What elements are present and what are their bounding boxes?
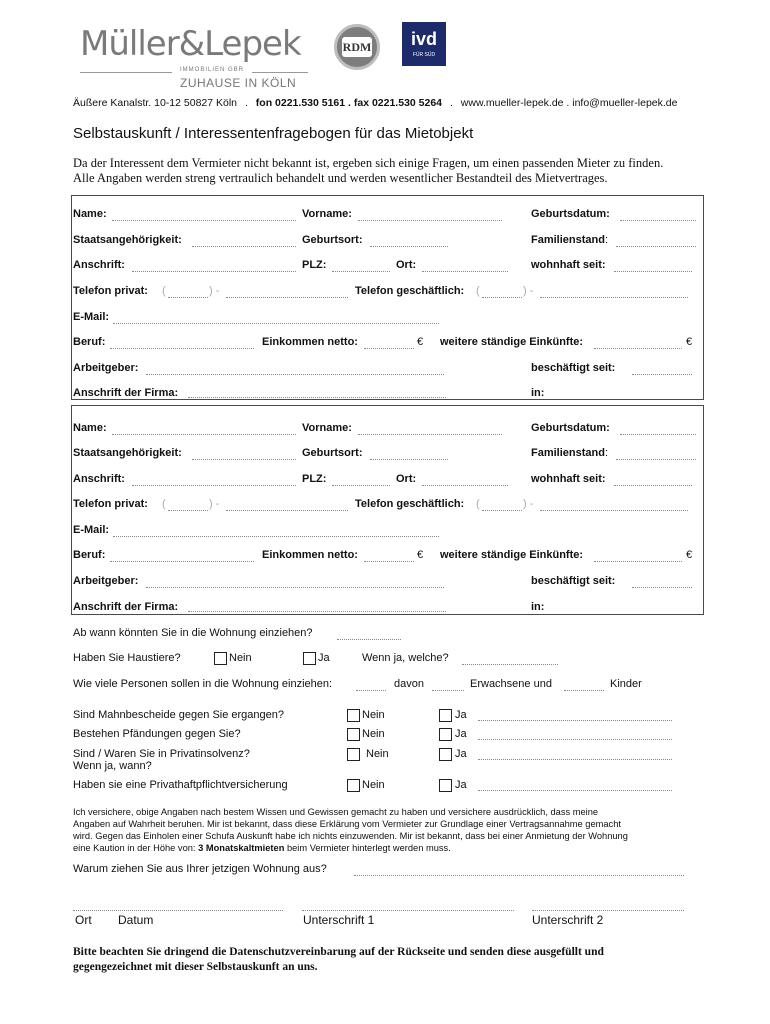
einziehen-question: Ab wann könnten Sie in die Wohnung einziehen?: [73, 627, 313, 639]
email-field[interactable]: [113, 536, 439, 537]
haftpflicht-ja-label: Ja: [455, 779, 467, 791]
privatinsolvenz-field[interactable]: [478, 759, 672, 760]
erwachsene-label: Erwachsene und: [470, 678, 552, 690]
ivd-badge: ivd FÜR SÜD: [402, 22, 446, 66]
geburtsdatum-label: Geburtsdatum:: [531, 422, 610, 434]
contact-phone: fon 0221.530 5161 . fax 0221.530 5264: [255, 97, 443, 109]
familienstand-label: Familienstand:: [531, 234, 609, 246]
haftpflicht-ja-checkbox[interactable]: [439, 779, 452, 792]
declaration-line: eine Kaution in der Höhe von: 3 Monatskaltmieten beim Vermieter hinterlegt werden muss.: [73, 843, 451, 853]
euro-sign: €: [417, 336, 424, 348]
beschaeftigt-field[interactable]: [632, 587, 692, 588]
euro-sign: €: [686, 336, 693, 348]
telefon-privat-label: Telefon privat:: [73, 498, 148, 510]
privatinsolvenz-nein-checkbox[interactable]: [347, 748, 360, 761]
in-label: in:: [531, 601, 545, 613]
erwachsene-field[interactable]: [432, 690, 464, 691]
anschrift-firma-label: Anschrift der Firma:: [73, 601, 179, 613]
name-label: Name:: [73, 208, 107, 220]
haftpflicht-question: Haben sie eine Privathaftpflichtversicherung: [73, 779, 288, 791]
logo-divider-left: [80, 72, 172, 73]
beruf-field[interactable]: [110, 348, 254, 349]
geburtsort-label: Geburtsort:: [302, 447, 363, 459]
einziehen-field[interactable]: [337, 639, 401, 640]
wohnhaft-label: wohnhaft seit:: [531, 259, 606, 271]
pfaendungen-ja-label: Ja: [455, 728, 467, 740]
mahnbescheide-nein-checkbox[interactable]: [347, 709, 360, 722]
plz-field[interactable]: [332, 271, 390, 272]
staatsangehoerigkeit-field[interactable]: [192, 246, 296, 247]
contact-separator: .: [449, 97, 453, 109]
beruf-label: Beruf:: [73, 336, 106, 348]
vorwahl-open: (: [476, 285, 480, 297]
personen-question: Wie viele Personen sollen in die Wohnung einziehen:: [73, 678, 333, 690]
anschrift-firma-field[interactable]: [188, 611, 446, 612]
vorname-label: Vorname:: [302, 422, 352, 434]
kinder-field[interactable]: [564, 690, 604, 691]
telefon-geschaeftlich-label: Telefon geschäftlich:: [355, 498, 465, 510]
pfaendungen-question: Bestehen Pfändungen gegen Sie?: [73, 728, 241, 740]
logo-divider-right: [252, 72, 308, 73]
anschrift-firma-label: Anschrift der Firma:: [73, 387, 179, 399]
signature-2-label: Unterschrift 2: [532, 913, 604, 927]
telefon-privat-field[interactable]: [226, 297, 348, 298]
pfaendungen-nein-checkbox[interactable]: [347, 728, 360, 741]
davon-label: davon: [394, 678, 424, 690]
weitere-einkuenfte-label: weitere ständige Einkünfte:: [440, 549, 584, 561]
unterschrift-2-line[interactable]: [532, 910, 684, 911]
telefon-geschaeftlich-vorwahl[interactable]: [482, 510, 522, 511]
page-title: Selbstauskunft / Interessentenfragebogen für das Mietobjekt: [73, 125, 474, 142]
staatsangehoerigkeit-label: Staatsangehörigkeit:: [73, 234, 182, 246]
haftpflicht-nein-label: Nein: [362, 779, 385, 791]
email-label: E-Mail:: [73, 311, 110, 323]
warum-question: Warum ziehen Sie aus Ihrer jetzigen Wohnung aus?: [73, 863, 327, 875]
haustiere-nein-label: Nein: [229, 652, 252, 664]
vorwahl-open: (: [162, 498, 166, 510]
ort-label: Ort:: [396, 473, 417, 485]
staatsangehoerigkeit-field[interactable]: [192, 459, 296, 460]
einkommen-field[interactable]: [364, 348, 414, 349]
familienstand-field[interactable]: [616, 459, 696, 460]
geburtsdatum-field[interactable]: [620, 220, 696, 221]
vorname-label: Vorname:: [302, 208, 352, 220]
telefon-privat-vorwahl[interactable]: [168, 297, 208, 298]
signature-datum-label: Datum: [118, 913, 154, 927]
ort-datum-line[interactable]: [73, 910, 283, 911]
intro-line: Da der Interessent dem Vermieter nicht bekannt ist, ergeben sich einige Fragen, um einen passenden Mieter zu finden.: [73, 156, 664, 170]
vorwahl-close: ) -: [209, 285, 220, 297]
declaration-line: Angaben auf Wahrheit beruhen. Mir ist bekannt, dass diese Erklärung vom Vermieter zur Grundlage einer Vertragsannahme gemacht: [73, 819, 621, 829]
einkommen-field[interactable]: [364, 561, 414, 562]
email-field[interactable]: [113, 323, 439, 324]
vorwahl-open: (: [476, 498, 480, 510]
vorwahl-close: ) -: [523, 498, 534, 510]
haustiere-ja-checkbox[interactable]: [303, 652, 316, 665]
mahnbescheide-nein-label: Nein: [362, 709, 385, 721]
in-label: in:: [531, 387, 545, 399]
vorwahl-open: (: [162, 285, 166, 297]
anschrift-label: Anschrift:: [73, 473, 125, 485]
wohnhaft-label: wohnhaft seit:: [531, 473, 606, 485]
geburtsdatum-field[interactable]: [620, 434, 696, 435]
ort-field[interactable]: [422, 485, 508, 486]
pfaendungen-ja-checkbox[interactable]: [439, 728, 452, 741]
haustiere-welche-label: Wenn ja, welche?: [362, 652, 449, 664]
ort-field[interactable]: [422, 271, 508, 272]
mahnbescheide-ja-checkbox[interactable]: [439, 709, 452, 722]
familienstand-field[interactable]: [616, 246, 696, 247]
mahnbescheide-field[interactable]: [478, 720, 672, 721]
arbeitgeber-field[interactable]: [146, 587, 444, 588]
telefon-privat-label: Telefon privat:: [73, 285, 148, 297]
rdm-badge: [334, 24, 380, 70]
haftpflicht-nein-checkbox[interactable]: [347, 779, 360, 792]
telefon-privat-field[interactable]: [226, 510, 348, 511]
arbeitgeber-label: Arbeitgeber:: [73, 575, 139, 587]
privatinsolvenz-ja-label: Ja: [455, 748, 467, 760]
logo-tagline: ZUHAUSE IN KÖLN: [180, 76, 297, 90]
privatinsolvenz-ja-checkbox[interactable]: [439, 748, 452, 761]
telefon-privat-vorwahl[interactable]: [168, 510, 208, 511]
arbeitgeber-field[interactable]: [146, 374, 444, 375]
einkommen-label: Einkommen netto:: [262, 549, 358, 561]
personen-field[interactable]: [356, 690, 386, 691]
telefon-geschaeftlich-field[interactable]: [540, 297, 688, 298]
mahnbescheide-question: Sind Mahnbescheide gegen Sie ergangen?: [73, 709, 284, 721]
telefon-geschaeftlich-label: Telefon geschäftlich:: [355, 285, 465, 297]
haustiere-nein-checkbox[interactable]: [214, 652, 227, 665]
privatinsolvenz-question: Sind / Waren Sie in Privatinsolvenz?: [73, 748, 250, 760]
anschrift-firma-field[interactable]: [188, 397, 446, 398]
weitere-einkuenfte-field[interactable]: [594, 348, 682, 349]
unterschrift-1-line[interactable]: [302, 910, 514, 911]
staatsangehoerigkeit-label: Staatsangehörigkeit:: [73, 447, 182, 459]
beschaeftigt-label: beschäftigt seit:: [531, 362, 616, 374]
wohnhaft-field[interactable]: [614, 271, 692, 272]
signature-ort-label: Ort: [75, 913, 92, 927]
privatinsolvenz-nein-label: Nein: [366, 748, 389, 760]
plz-field[interactable]: [332, 485, 390, 486]
wohnhaft-field[interactable]: [614, 485, 692, 486]
vorwahl-close: ) -: [209, 498, 220, 510]
plz-label: PLZ:: [302, 259, 327, 271]
arbeitgeber-label: Arbeitgeber:: [73, 362, 139, 374]
declaration-line: Ich versichere, obige Angaben nach bestem Wissen und Gewissen gemacht zu haben und versichere ausdrücklich, dass meine: [73, 807, 599, 817]
weitere-einkuenfte-field[interactable]: [594, 561, 682, 562]
pfaendungen-field[interactable]: [478, 739, 672, 740]
footer-notice: Bitte beachten Sie dringend die Datenschutzvereinbarung auf der Rückseite und senden diese ausgefüllt und gegengezeichnet mit dieser Selbstauskunft an uns.: [73, 946, 604, 973]
anschrift-label: Anschrift:: [73, 259, 125, 271]
beschaeftigt-field[interactable]: [632, 374, 692, 375]
contact-separator: .: [244, 97, 248, 109]
logo-wordmark: Müller&Lepek: [80, 24, 301, 64]
privatinsolvenz-wann-label: Wenn ja, wann?: [73, 760, 152, 772]
contact-web: www.mueller-lepek.de . info@mueller-lepek.de: [460, 97, 678, 109]
declaration-line: wird. Gegen das Einholen einer Schufa Auskunft habe ich nichts einzuwenden. Mir ist bekannt, dass bei einer Anmietung der Wohnung: [73, 831, 628, 841]
geburtsort-field[interactable]: [370, 459, 448, 460]
telefon-geschaeftlich-field[interactable]: [540, 510, 688, 511]
logo-subline: IMMOBILIEN GBR: [180, 67, 245, 73]
weitere-einkuenfte-label: weitere ständige Einkünfte:: [440, 336, 584, 348]
haustiere-ja-label: Ja: [318, 652, 330, 664]
vorwahl-close: ) -: [523, 285, 534, 297]
name-field[interactable]: [112, 434, 296, 435]
beruf-label: Beruf:: [73, 549, 106, 561]
signature-1-label: Unterschrift 1: [303, 913, 375, 927]
contact-address: Äußere Kanalstr. 10-12 50827 Köln: [73, 97, 238, 109]
plz-label: PLZ:: [302, 473, 327, 485]
name-label: Name:: [73, 422, 107, 434]
email-label: E-Mail:: [73, 524, 110, 536]
geburtsort-label: Geburtsort:: [302, 234, 363, 246]
mahnbescheide-ja-label: Ja: [455, 709, 467, 721]
geburtsort-field[interactable]: [370, 246, 448, 247]
pfaendungen-nein-label: Nein: [362, 728, 385, 740]
contact-line: [73, 97, 677, 109]
ort-label: Ort:: [396, 259, 417, 271]
anschrift-field[interactable]: [132, 271, 296, 272]
vorname-field[interactable]: [358, 434, 502, 435]
euro-sign: €: [417, 549, 424, 561]
vorname-field[interactable]: [358, 220, 502, 221]
beruf-field[interactable]: [110, 561, 254, 562]
intro-line: Alle Angaben werden streng vertraulich behandelt und werden wesentlicher Bestandteil des Mietvertrages.: [73, 171, 608, 185]
haustiere-welche-field[interactable]: [462, 664, 558, 665]
declaration-text: [73, 806, 701, 854]
geburtsdatum-label: Geburtsdatum:: [531, 208, 610, 220]
familienstand-label: Familienstand:: [531, 447, 609, 459]
kinder-label: Kinder: [610, 678, 642, 690]
name-field[interactable]: [112, 220, 296, 221]
einkommen-label: Einkommen netto:: [262, 336, 358, 348]
euro-sign: €: [686, 549, 693, 561]
telefon-geschaeftlich-vorwahl[interactable]: [482, 297, 522, 298]
company-logo: [80, 24, 312, 94]
warum-field[interactable]: [354, 875, 684, 876]
beschaeftigt-label: beschäftigt seit:: [531, 575, 616, 587]
rdm-badge-inner: RDM: [342, 37, 372, 57]
haftpflicht-field[interactable]: [478, 790, 672, 791]
haustiere-question: Haben Sie Haustiere?: [73, 652, 181, 664]
anschrift-field[interactable]: [132, 485, 296, 486]
